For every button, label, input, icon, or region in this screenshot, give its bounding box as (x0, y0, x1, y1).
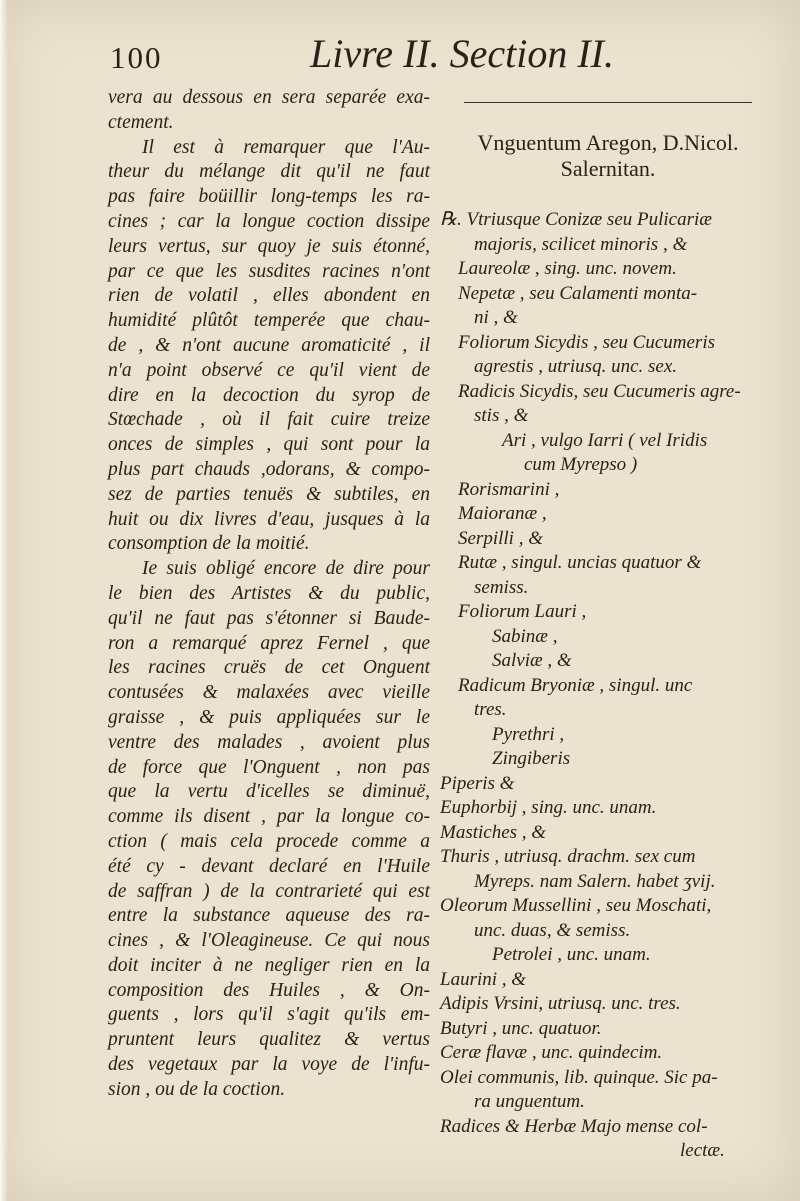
left-column-text (108, 86, 430, 1103)
ingredient-line: Laureolæ , sing. unc. novem. (458, 258, 677, 279)
text-line: ron a remarqué aprez Fernel , que (108, 632, 430, 654)
ingredient-line: Radicum Bryoniæ , singul. unc (458, 674, 693, 696)
ingredient-line: Radicis Sicydis, seu Cucumeris agre- (458, 380, 741, 402)
text-line: Il est à remarquer que l'Au- (142, 136, 430, 158)
text-line: theur du mélange dit qu'il ne faut (108, 161, 430, 183)
page-header (100, 30, 740, 86)
ingredient-line: tres. (474, 699, 507, 720)
page-number: 100 (110, 40, 163, 75)
text-line: pas faire boüillir long-temps les ra- (108, 186, 430, 208)
ingredient-line: Mastiches , & (440, 821, 547, 843)
running-head: Livre II. Section II. (310, 31, 614, 76)
ingredient-line: semiss. (474, 576, 529, 598)
text-line: ventre des malades , avoient plus (108, 731, 430, 753)
text-line: Ie suis obligé encore de dire pour (142, 558, 430, 580)
text-line: les racines cruës de cet Onguent (108, 657, 430, 679)
text-line: qu'il ne faut pas s'étonner si Baude- (108, 607, 430, 629)
ingredient-line: Adipis Vrsini, utriusq. unc. tres. (440, 993, 681, 1014)
text-line: sion , ou de la coction. (108, 1078, 286, 1100)
ingredient-line: Laurini , & (440, 968, 527, 990)
ingredient-line: Oleorum Mussellini , seu Moschati, (440, 895, 712, 916)
text-line: n'a point observé ce qu'il vient de (108, 359, 430, 381)
ingredient-line: Sabinæ , (492, 625, 558, 647)
ingredient-line: stis , & (474, 405, 529, 426)
text-line: leurs vertus, sur quoy je suis étonné, (108, 235, 430, 257)
text-line: cines , & l'Oleagineuse. Ce qui nous (108, 930, 430, 952)
text-line: comme ils disent , par la longue co- (108, 806, 430, 828)
text-line: pruntent leurs qualitez & vertus (108, 1029, 430, 1051)
text-line: entre la substance aqueuse des ra- (108, 905, 430, 927)
ingredient-line: Butyri , unc. quatuor. (440, 1017, 602, 1039)
ingredient-line: Foliorum Lauri , (458, 601, 587, 622)
recipe-ingredients (440, 208, 760, 1164)
ingredient-line: Nepetæ , seu Calamenti monta- (458, 282, 698, 304)
ingredient-line: Ari , vulgo Iarri ( vel Iridis (502, 429, 708, 451)
ingredient-line: Pyrethri , (492, 723, 565, 745)
recipe-title (448, 130, 768, 182)
text-line: ction ( mais cela procede comme a (108, 830, 430, 852)
ingredient-line: lectæ. (680, 1140, 725, 1161)
ingredient-line: Rutæ , singul. uncias quatuor & (458, 552, 702, 573)
text-line: Stœchade , où il fait cuire treize (108, 409, 430, 431)
text-line: cines ; car la longue coction dissipe (108, 210, 430, 232)
ingredient-line: Maioranæ , (458, 503, 547, 524)
text-line: composition des Huiles , & On- (108, 979, 430, 1001)
text-line: le bien des Artistes & du public, (108, 582, 430, 604)
text-line: de force que l'Onguent , non pas (108, 756, 430, 778)
text-line: contusées & malaxées avec vieille (108, 682, 430, 704)
recipe-title-line: Salernitan. (560, 156, 656, 181)
text-line: guents , lors qu'il s'agit qu'ils em- (108, 1004, 430, 1026)
ingredient-line: Foliorum Sicydis , seu Cucumeris (458, 331, 716, 353)
text-line: de saffran ) de la contrarieté qui est (108, 880, 430, 902)
ingredient-line: Zingiberis (492, 748, 571, 769)
ingredient-line: Piperis & (440, 772, 515, 794)
ingredient-line: Thuris , utriusq. drachm. sex cum (440, 846, 696, 867)
text-line: vera au dessous en sera separée exa- (108, 87, 430, 108)
text-line: dire en la decoction du syrop de (108, 384, 430, 406)
ingredient-line: Petrolei , unc. unam. (492, 944, 651, 965)
ingredient-line: ni , & (474, 307, 518, 328)
ingredient-line: ℞. Vtriusque Conizæ seu Pulicariæ (440, 209, 712, 230)
ingredient-line: Myreps. nam Salern. habet ʒvij. (474, 870, 716, 892)
text-line: sez de parties tenuës & subtiles, en (108, 483, 430, 505)
text-line: ctement. (108, 111, 174, 133)
ingredient-line: Ceræ flavæ , unc. quindecim. (440, 1042, 663, 1063)
text-line: plus part chauds ,odorans, & compo- (108, 458, 430, 480)
text-line: doit inciter à ne negliger rien en la (108, 954, 430, 976)
text-line: rien de volatil , elles abondent en (108, 285, 430, 307)
text-line: huit ou dix livres d'eau, jusques à la (108, 508, 430, 530)
ingredient-line: Olei communis, lib. quinque. Sic pa- (440, 1066, 718, 1088)
text-line: graisse , & puis appliquées sur le (108, 706, 430, 728)
ingredient-line: cum Myrepso ) (524, 454, 638, 475)
text-line: par ce que les susdites racines n'ont (108, 260, 430, 282)
ingredient-line: Serpilli , & (458, 527, 543, 549)
ingredient-line: ra unguentum. (474, 1091, 585, 1112)
ingredient-line: Rorismarini , (458, 478, 560, 500)
text-line: humidité plûtôt temperée que chau- (108, 310, 430, 332)
ingredient-line: Radices & Herbæ Majo mense col- (440, 1115, 708, 1137)
text-line: été cy - devant declaré en l'Huile (108, 855, 430, 877)
ingredient-line: Salviæ , & (492, 650, 572, 671)
text-line: de , & n'ont aucune aromaticité , il (108, 334, 430, 356)
text-line: que la vertu d'icelles se diminuë, (108, 781, 430, 803)
text-line: onces de simples , qui sont pour la (108, 434, 430, 456)
text-line: des vegetaux par la voye de l'infu- (108, 1054, 430, 1076)
ingredient-line: Euphorbij , sing. unc. unam. (440, 797, 657, 818)
text-line: consomption de la moitié. (108, 533, 310, 555)
ingredient-line: unc. duas, & semiss. (474, 919, 631, 941)
ingredient-line: agrestis , utriusq. unc. sex. (474, 356, 678, 377)
recipe-title-line: Vnguentum Aregon, D.Nicol. (477, 130, 739, 155)
ingredient-line: majoris, scilicet minoris , & (474, 233, 688, 255)
section-rule (464, 102, 752, 103)
